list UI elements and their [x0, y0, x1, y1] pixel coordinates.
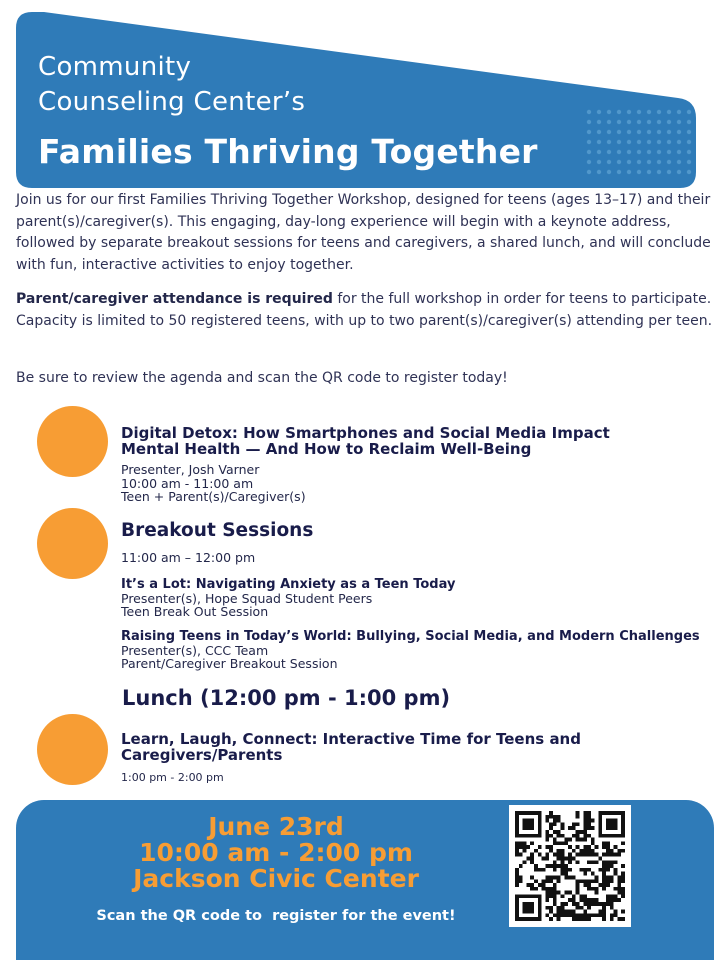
scan-instruction: Scan the QR code to register for the event! [96, 908, 456, 924]
event-location: Jackson Civic Center [133, 864, 419, 893]
attendance-details: for the full workshop in order for teens to participate. Capacity is limited to 50 registered teens, with up to two parent(s)/caregiver(s) attending per teen. [16, 291, 713, 329]
event-details-footer [16, 800, 714, 960]
keynote-audience: Teen + Parent(s)/Caregiver(s) [121, 489, 306, 504]
keynote-title: Digital Detox: How Smartphones and Social Media Impact Mental Health — And How to Reclaim Well-Being [121, 424, 610, 458]
event-date: June 23rd [208, 812, 344, 841]
parent-session-presenter: Presenter(s), CCC Team [121, 642, 269, 658]
parent-session-title: Raising Teens in Today’s World: Bullying, Social Media, and Modern Challenges [121, 628, 700, 644]
organization-name: Community Counseling Center’s [38, 52, 306, 117]
agenda-bullet-circle [37, 406, 108, 477]
agenda-keynote [121, 425, 641, 504]
closing-time: 1:00 pm - 2:00 pm [121, 771, 224, 784]
intro-paragraph: Join us for our first Families Thriving Together Workshop, designed for teens (ages 13–17) and their parent(s)/caregiver(s). This engaging, day-long experience will begin with a keynote address, followed by separate breakout sessions for teens and caregivers, a shared lunch, and will conclude with fun, interactive activities to enjoy together. [16, 192, 711, 273]
lunch-heading: Lunch (12:00 pm - 1:00 pm) [122, 686, 451, 710]
breakout-time: 11:00 am – 12:00 pm [121, 550, 256, 565]
page-title: Families Thriving Together [38, 132, 538, 171]
attendance-paragraph [16, 289, 716, 332]
agenda-bullet-circle [37, 714, 108, 785]
teen-session-title: It’s a Lot: Navigating Anxiety as a Teen Today [121, 576, 456, 592]
teen-session-label: Teen Break Out Session [121, 604, 269, 619]
keynote-presenter: Presenter, Josh Varner [121, 462, 260, 477]
agenda-bullet-circle [37, 508, 108, 579]
event-time: 10:00 am - 2:00 pm [139, 838, 413, 867]
closing-title: Learn, Laugh, Connect: Interactive Time for Teens and Caregivers/Parents [121, 730, 581, 764]
attendance-required-text: Parent/caregiver attendance is required [16, 291, 333, 307]
register-reminder: Be sure to review the agenda and scan the QR code to register today! [16, 370, 508, 386]
registration-qr-code[interactable] [509, 805, 631, 927]
agenda-closing [121, 731, 641, 785]
agenda-breakout [121, 520, 711, 671]
teen-session-presenter: Presenter(s), Hope Squad Student Peers [121, 590, 373, 606]
breakout-title: Breakout Sessions [121, 520, 314, 541]
keynote-time: 10:00 am - 11:00 am [121, 475, 254, 491]
decorative-dot-grid [585, 108, 695, 178]
parent-session-label: Parent/Caregiver Breakout Session [121, 656, 338, 671]
